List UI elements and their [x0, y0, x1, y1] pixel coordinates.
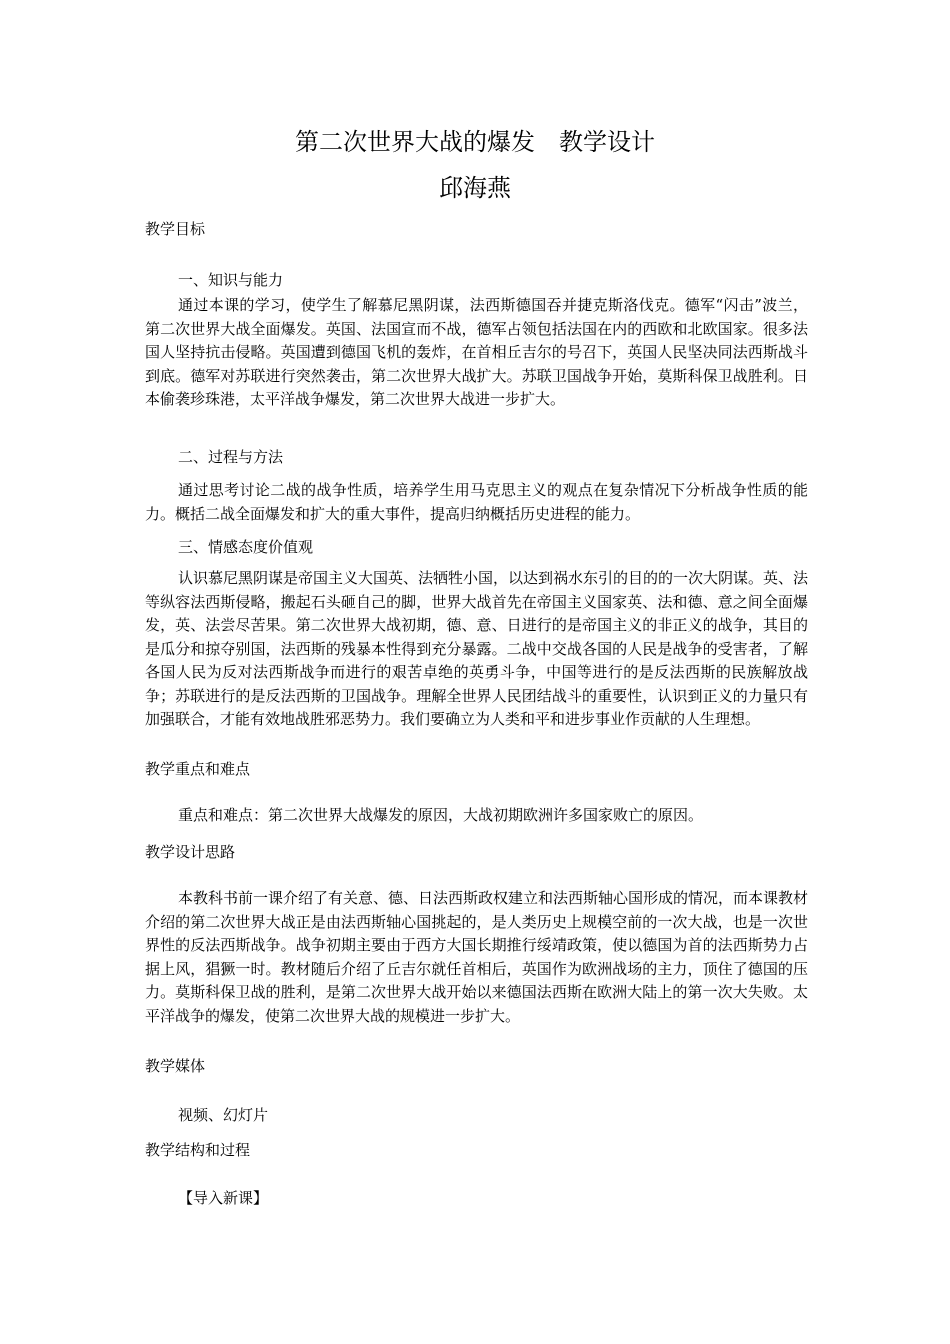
document-author: 邱海燕 — [439, 174, 511, 202]
subsection-values: 三、情感态度价值观 — [178, 538, 314, 556]
paragraph-key-points: 重点和难点：第二次世界大战爆发的原因，大战初期欧洲许多国家败亡的原因。 — [178, 806, 704, 824]
section-heading-structure: 教学结构和过程 — [145, 1141, 251, 1159]
subsection-process: 二、过程与方法 — [178, 448, 284, 466]
paragraph-knowledge: 通过本课的学习，使学生了解慕尼黑阴谋，法西斯德国吞并捷克斯洛伐克。德军“闪击”波兰，第二次世界大战全面爆发。英国、法国宣而不战，德军占领包括法国在内的西欧和北欧国家。很多法国人坚持抗击侵略。英国遭到德国飞机的轰炸，在首相丘吉尔的号召下，英国人民坚决同法西斯战斗到底。德军对苏联进行突然袭击，第二次世界大战扩大。苏联卫国战争开始，莫斯科保卫战胜利。日本偷袭珍珠港，太平洋战争爆发，第二次世界大战进一步扩大。 — [145, 296, 808, 408]
section-heading-design: 教学设计思路 — [145, 843, 236, 861]
paragraph-values: 认识慕尼黑阴谋是帝国主义大国英、法牺牲小国，以达到祸水东引的目的的一次大阴谋。英、法等纵容法西斯侵略，搬起石头砸自己的脚，世界大战首先在帝国主义国家英、法和德、意之间全面爆发，英、法尝尽苦果。第二次世界大战初期，德、意、日进行的是帝国主义的非正义的战争，其目的是瓜分和掠夺别国，法西斯的残暴本性得到充分暴露。二战中交战各国的人民是战争的受害者，了解各国人民为反对法西斯战争而进行的艰苦卓绝的英勇斗争，中国等进行的是反法西斯的民族解放战争；苏联进行的是反法西斯的卫国战争。理解全世界人民团结战斗的重要性，认识到正义的力量只有加强联合，才能有效地战胜邪恶势力。我们要确立为人类和平和进步事业作贡献的人生理想。 — [145, 569, 809, 728]
subsection-knowledge: 一、知识与能力 — [178, 271, 284, 289]
media-list: 视频、幻灯片 — [178, 1106, 269, 1124]
section-heading-key-points: 教学重点和难点 — [145, 760, 251, 778]
document-title: 第二次世界大战的爆发 教学设计 — [295, 128, 655, 156]
section-heading-media: 教学媒体 — [145, 1057, 206, 1075]
paragraph-design: 本教科书前一课介绍了有关意、德、日法西斯政权建立和法西斯轴心国形成的情况，而本课教材介绍的第二次世界大战正是由法西斯轴心国挑起的，是人类历史上规模空前的一次大战，也是一次世界性的反法西斯战争。战争初期主要由于西方大国长期推行绥靖政策，使以德国为首的法西斯势力占据上风，猖獗一时。教材随后介绍了丘吉尔就任首相后，英国作为欧洲战场的主力，顶住了德国的压力。莫斯科保卫战的胜利，是第二次世界大战开始以来德国法西斯在欧洲大陆上的第一次大失败。太平洋战争的爆发，使第二次世界大战的规模进一步扩大。 — [145, 889, 809, 1025]
paragraph-process: 通过思考讨论二战的战争性质，培养学生用马克思主义的观点在复杂情况下分析战争性质的能力。概括二战全面爆发和扩大的重大事件，提高归纳概括历史进程的能力。 — [145, 481, 808, 523]
lesson-intro-label: 【导入新课】 — [178, 1189, 269, 1207]
section-heading-objectives: 教学目标 — [145, 220, 206, 238]
